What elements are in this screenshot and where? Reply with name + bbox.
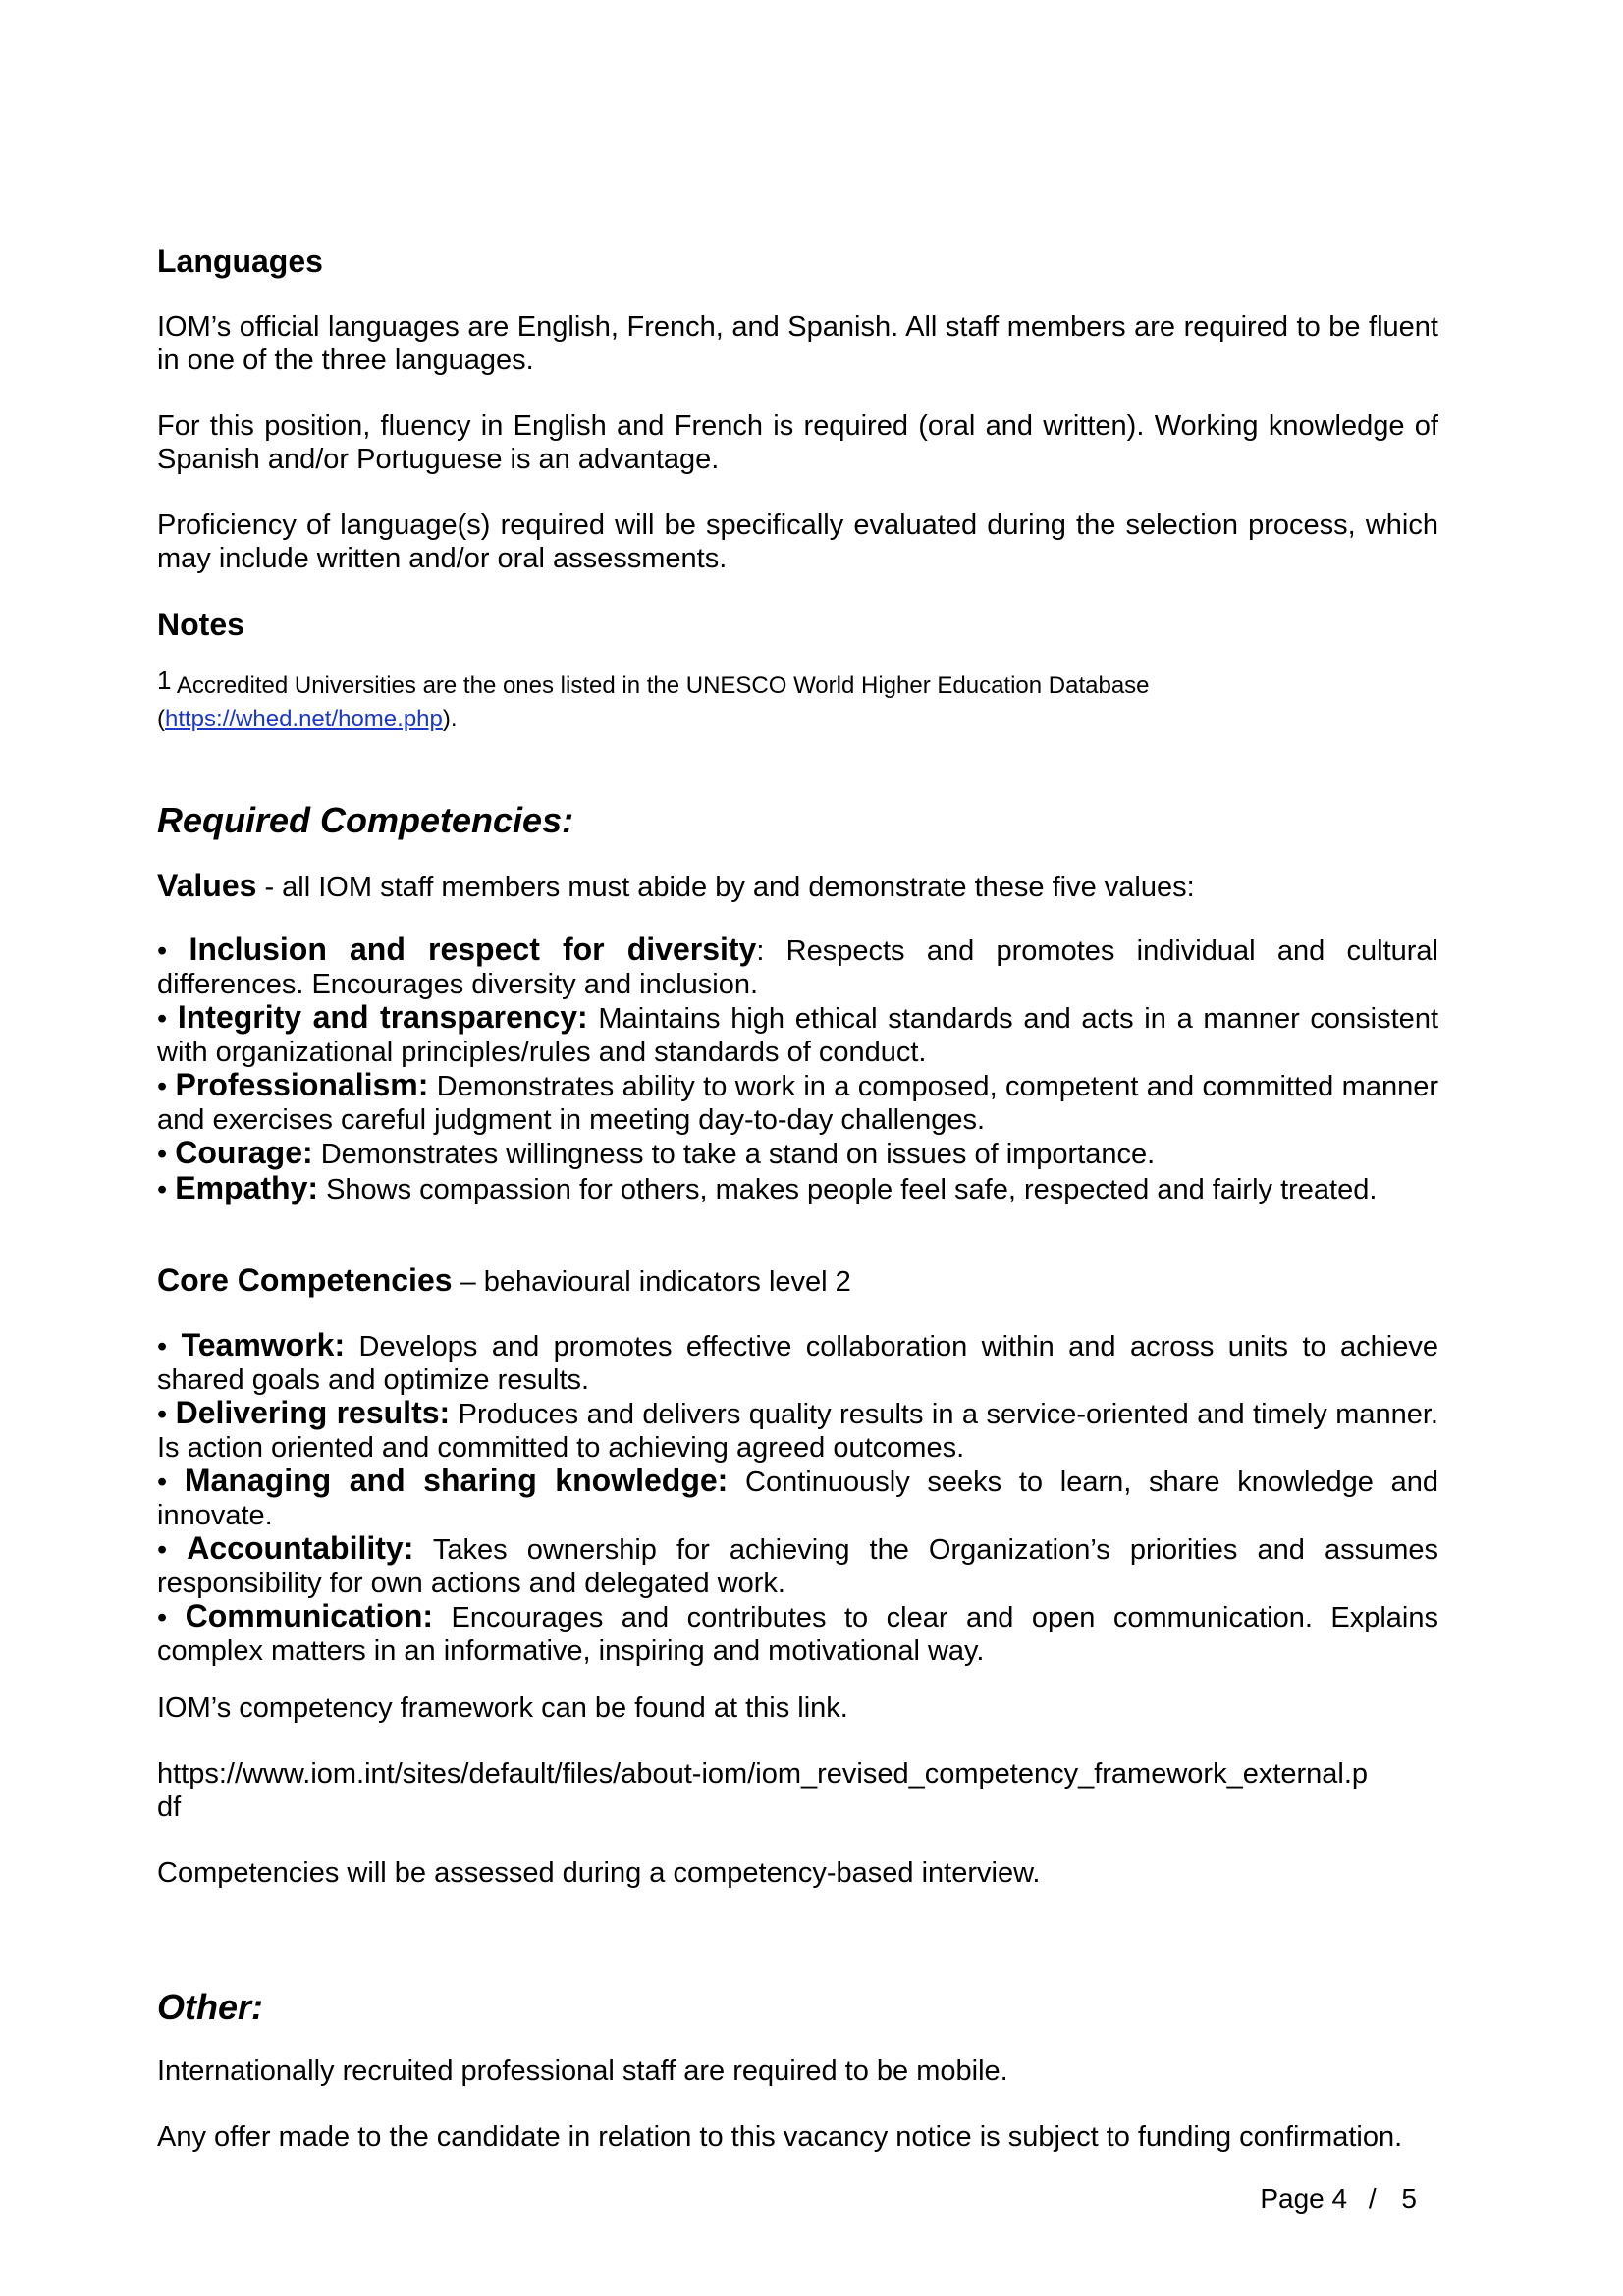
values-intro: Values - all IOM staff members must abide by and demonstrate these five values: [157, 868, 1195, 903]
footnote-marker: 1 [157, 666, 172, 695]
values-label: Values [157, 868, 257, 903]
core-item: • Teamwork: Develops and promotes effective collaboration within and across units to achieve shared goals and optimize results. [157, 1327, 1438, 1396]
footnote-line-1 [157, 667, 1150, 703]
core-list [157, 1329, 1438, 1668]
core-item: • Managing and sharing knowledge: Continuously seeks to learn, share knowledge and innovate. [157, 1463, 1439, 1531]
value-item: • Inclusion and respect for diversity: Respects and promotes individual and cultural differences. Encourages diversity and inclusion. [157, 932, 1438, 1000]
other-paragraph-2: Any offer made to the candidate in relation to this vacancy notice is subject to funding confirmation. [157, 2121, 1403, 2153]
value-item: • Empathy: Shows compassion for others, makes people feel safe, respected and fairly treated. [157, 1169, 1378, 1205]
assessment-note: Competencies will be assessed during a competency-based interview. [157, 1857, 1041, 1889]
core-item: • Accountability: Takes ownership for achieving the Organization’s priorities and assumes responsibility for own actions and delegated work. [157, 1530, 1438, 1599]
other-heading: Other: [157, 1987, 263, 2027]
footnote [157, 667, 1150, 736]
footnote-text: Accredited Universities are the ones listed in the UNESCO World Higher Education Database [176, 672, 1150, 699]
framework-url: https://www.iom.int/sites/default/files/about-iom/iom_revised_competency_framework_external.p df [157, 1758, 1369, 1823]
value-item: • Courage: Demonstrates willingness to take a stand on issues of importance. [157, 1135, 1156, 1170]
page-current: Page 4 [1260, 2183, 1348, 2214]
core-competencies-intro: Core Competencies – behavioural indicators level 2 [157, 1262, 851, 1298]
other-paragraph-1: Internationally recruited professional staff are required to be mobile. [157, 2056, 1008, 2087]
core-item: • Delivering results: Produces and delivers quality results in a service-oriented and timely manner. Is action oriented and committed to achieving agreed outcomes. [157, 1395, 1438, 1464]
framework-line: IOM’s competency framework can be found at this link. [157, 1692, 848, 1724]
core-item: • Communication: Encourages and contributes to clear and open communication. Explains complex matters in an informative, inspiring and motivational way. [157, 1598, 1438, 1667]
required-competencies-heading: Required Competencies: [157, 800, 574, 840]
languages-heading: Languages [157, 243, 323, 279]
value-item: • Integrity and transparency: Maintains high ethical standards and acts in a manner consistent with organizational principles/rules and standards of conduct. [157, 999, 1439, 1068]
languages-paragraph-2: For this position, fluency in English and French is required (oral and written). Working knowledge of Spanish and/or Portuguese is an advantage. [157, 410, 1438, 475]
page-total: 5 [1401, 2183, 1417, 2214]
languages-paragraph-1: IOM’s official languages are English, French, and Spanish. All staff members are required to be fluent in one of the three languages. [157, 311, 1438, 376]
page-separator: / [1368, 2183, 1377, 2214]
page-number [1260, 2183, 1417, 2215]
core-competencies-label: Core Competencies [157, 1262, 453, 1298]
value-item: • Professionalism: Demonstrates ability to work in a composed, competent and committed manner and exercises careful judgment in meeting day-to-day challenges. [157, 1067, 1438, 1136]
notes-heading: Notes [157, 607, 244, 642]
languages-paragraph-3: Proficiency of language(s) required will be specifically evaluated during the selection process, which may include written and/or oral assessments. [157, 509, 1438, 574]
whed-link[interactable]: https://whed.net/home.php [165, 706, 443, 732]
values-list [157, 934, 1438, 1206]
footnote-line-2: (https://whed.net/home.php). [157, 706, 458, 732]
